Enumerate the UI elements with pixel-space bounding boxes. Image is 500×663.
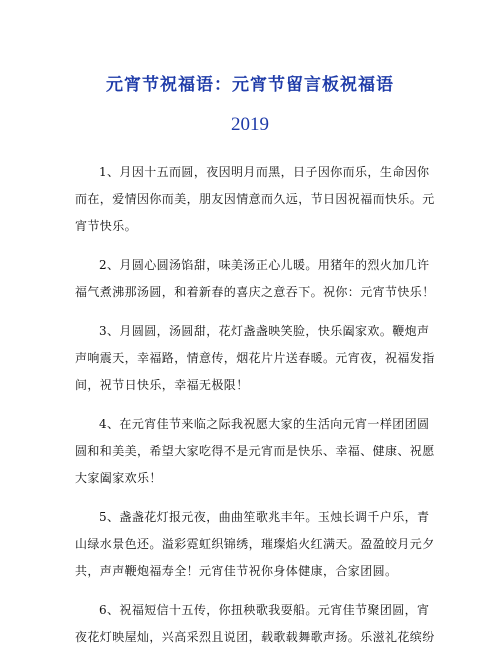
document-title-year: 2019 (231, 114, 269, 135)
paragraph-line: 共，声声鞭炮福寿全！元宵佳节祝你身体健康，合家团圆。 (75, 564, 398, 578)
document-body (75, 159, 435, 663)
paragraph-line: 1、月因十五而圆，夜因明月而黑，日子因你而乐，生命因你 (99, 165, 430, 179)
paragraph-4 (75, 411, 435, 492)
paragraph-5 (75, 504, 435, 585)
paragraph-line: 4、在元宵佳节来临之际我祝愿大家的生活向元宵一样团团圆 (99, 417, 430, 431)
paragraph-2 (75, 252, 435, 306)
paragraph-line: 山绿水景色还。溢彩霓虹织锦绣，璀璨焰火红满天。盈盈皎月元夕 (75, 537, 435, 551)
paragraph-line: 圆和和美美，希望大家吃得不是元宵而是快乐、幸福、健康、祝愿 (75, 444, 435, 458)
paragraph-line: 6、祝福短信十五传，你扭秧歌我耍船。元宵佳节聚团圆，宵 (99, 603, 430, 617)
paragraph-line: 福气煮沸那汤圆，和着新春的喜庆之意吞下。祝你：元宵节快乐！ (75, 285, 435, 299)
paragraph-line: 2、月圆心圆汤馅甜，味美汤正心儿暖。用猪年的烈火加几许 (99, 258, 430, 272)
paragraph-line: 3、月圆圆，汤圆甜，花灯盏盏映笑脸，快乐阖家欢。鞭炮声 (99, 324, 430, 338)
paragraph-line: 夜花灯映屋灿，兴高采烈且说团，载歌载舞歌声扬。乐滋礼花缤纷 (75, 630, 435, 644)
paragraph-line: 而在，爱情因你而美，朋友因情意而久远，节日因祝福而快乐。元 (75, 192, 435, 206)
paragraph-line: 声响震天，幸福路，情意传，烟花片片送春暖。元宵夜，祝福发指 (75, 351, 435, 365)
paragraph-line: 5、盏盏花灯报元夜，曲曲笙歌兆丰年。玉烛长调千户乐，青 (99, 510, 430, 524)
paragraph-line: 宵节快乐。 (75, 219, 138, 233)
paragraph-1 (75, 159, 435, 240)
paragraph-6 (75, 597, 435, 651)
paragraph-line: 大家阖家欢乐！ (75, 471, 162, 485)
document-title: 元宵节祝福语：元宵节留言板祝福语 (106, 75, 394, 95)
paragraph-line: 间，祝节日快乐，幸福无极限！ (75, 378, 249, 392)
paragraph-3 (75, 318, 435, 399)
